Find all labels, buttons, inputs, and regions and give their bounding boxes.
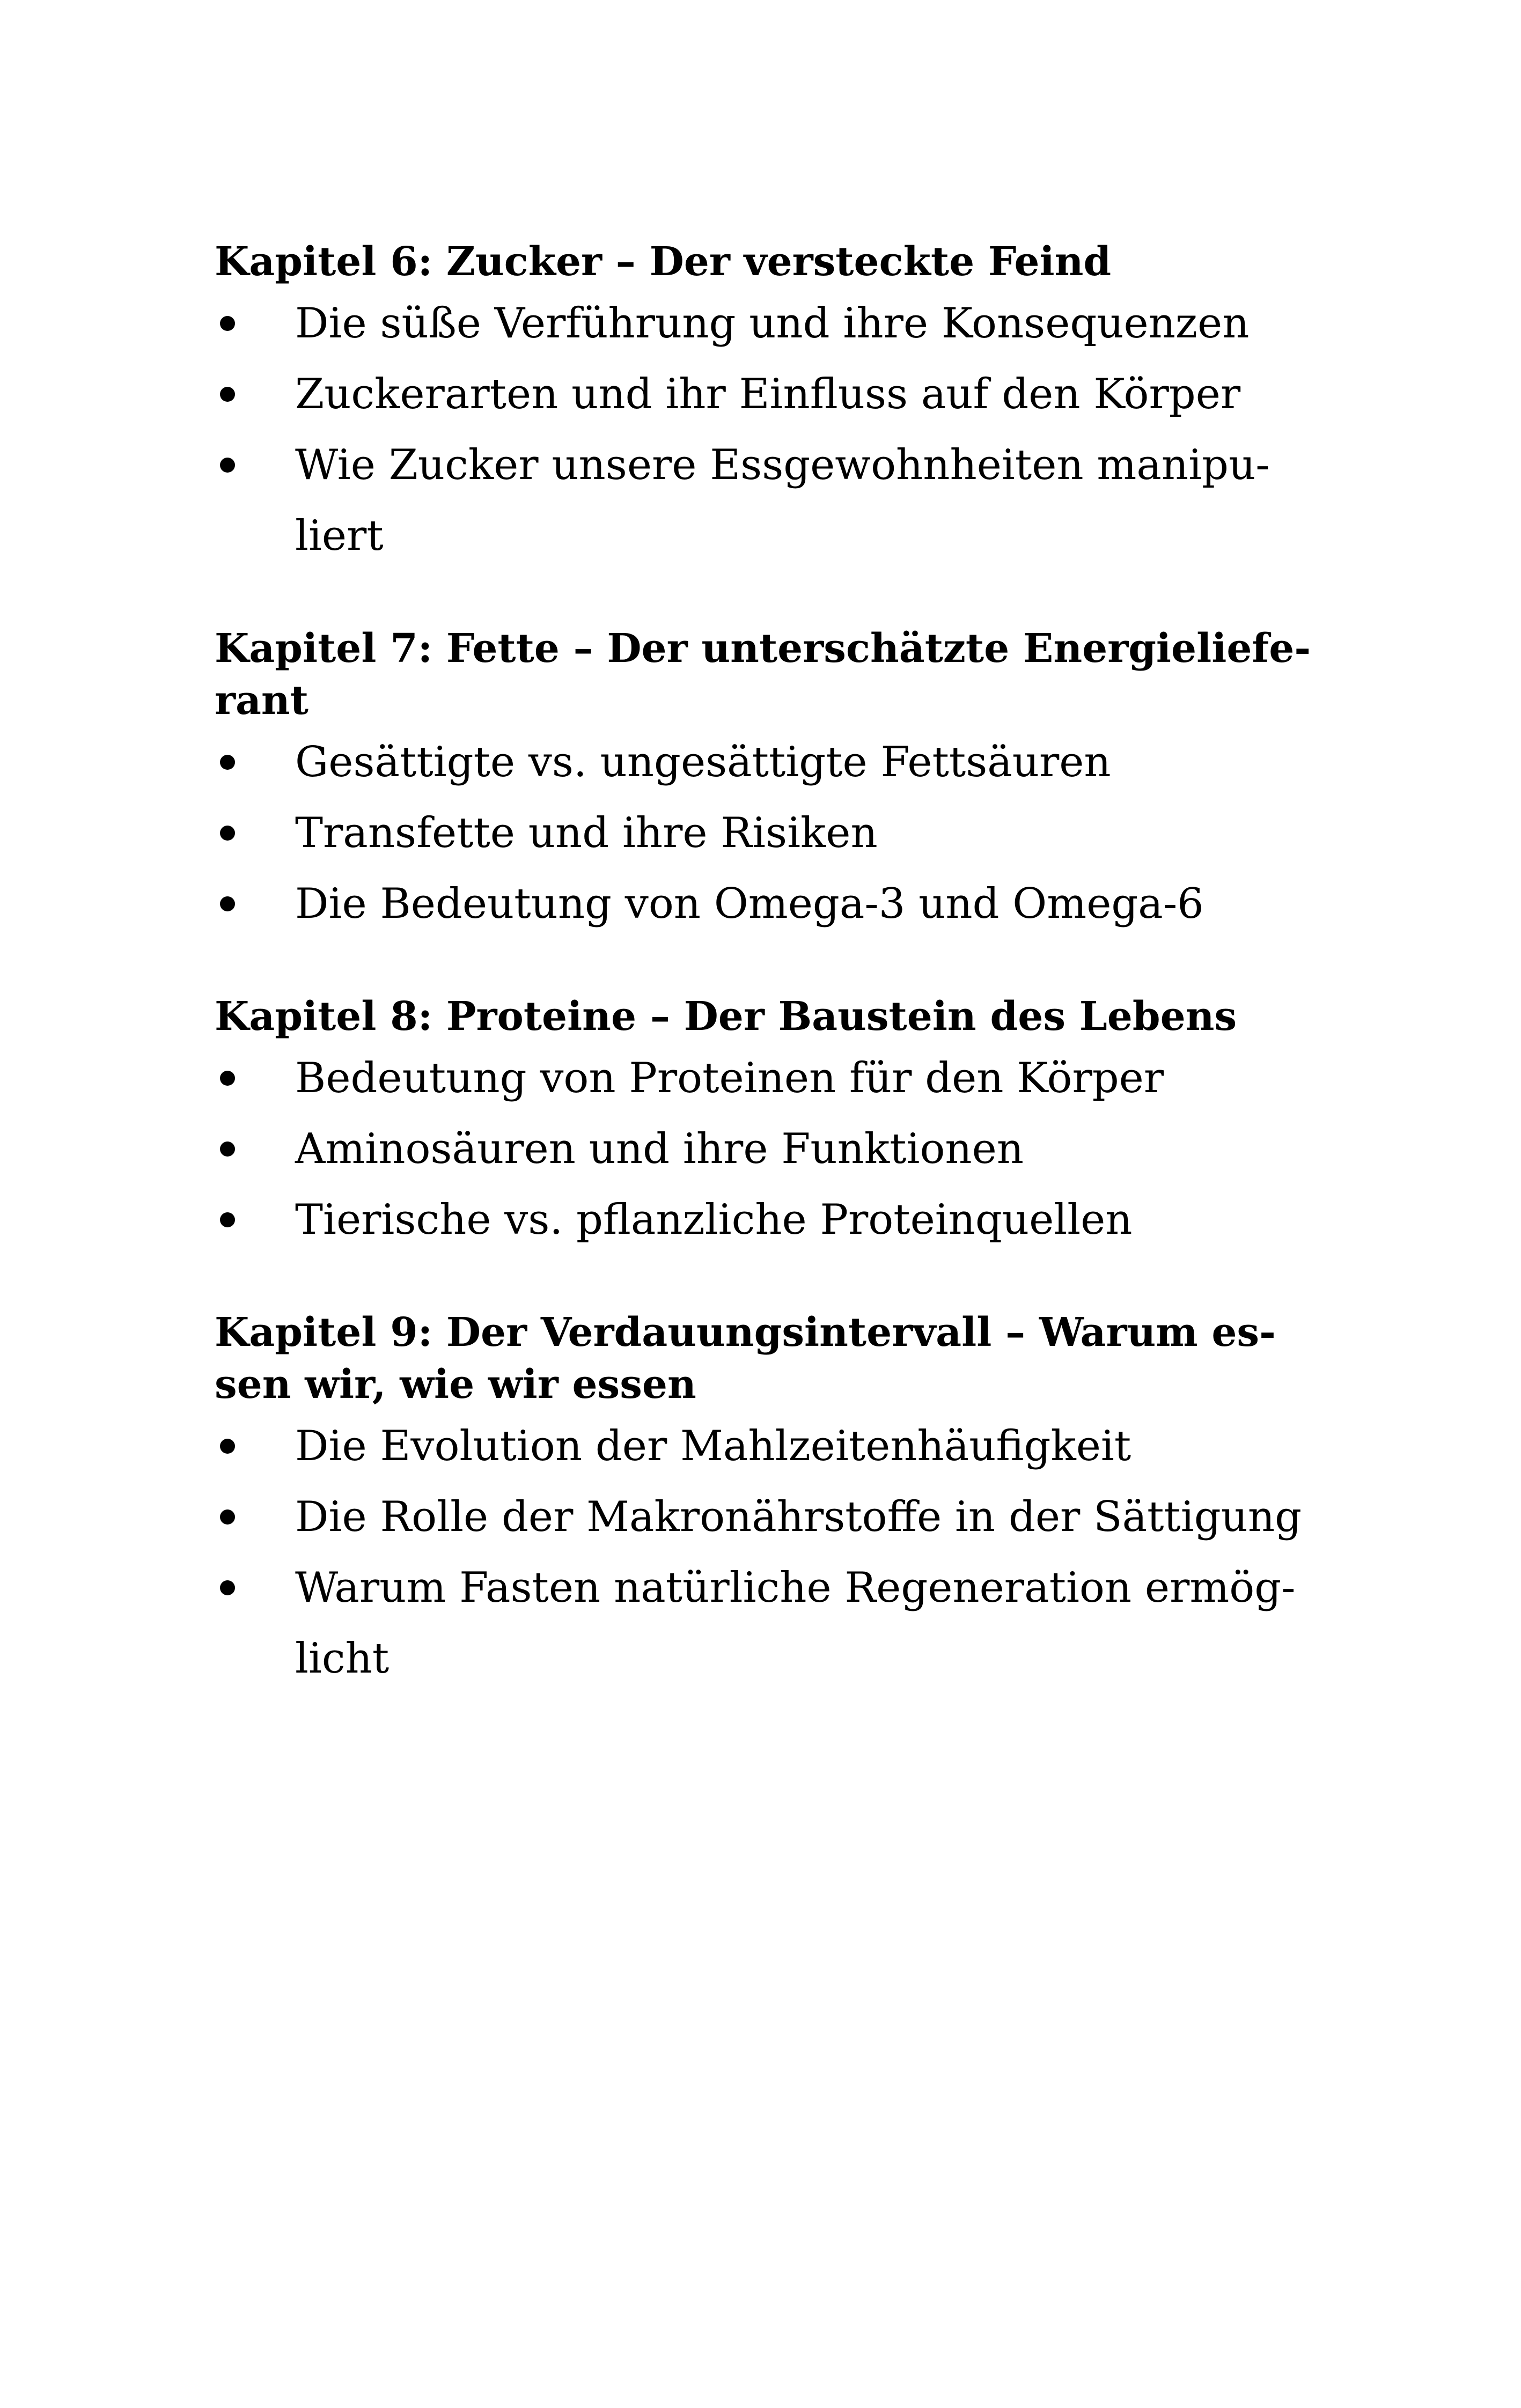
bullet-icon [220,458,235,473]
list-item-text: Zuckerarten und ihr Einfluss auf den Körper [295,370,1241,418]
bullet-icon [220,1071,235,1086]
bullet-list [215,1043,1331,1255]
list-item-text: Aminosäuren und ihre Funktionen [295,1125,1024,1173]
chapter-title-line: sen wir, wie wir essen [215,1361,696,1408]
list-item-text: Bedeutung von Proteinen für den Körper [295,1054,1164,1102]
list-item [215,1114,1331,1184]
chapter-9 [215,1307,1331,1694]
list-item-text: Wie Zucker unsere Essgewohnheiten manipu- [295,441,1270,489]
list-item-text: Warum Fasten natürliche Regeneration ermög- [295,1564,1296,1612]
bullet-icon [220,1142,235,1157]
list-item [215,288,1331,359]
bullet-icon [220,387,235,402]
list-item [215,1184,1331,1255]
list-item-text: Die süße Verführung und ihre Konsequenzen [295,299,1250,348]
chapter-6 [215,236,1331,571]
bullet-icon [220,1509,235,1525]
list-item [215,430,1331,571]
bullet-icon [220,1580,235,1595]
list-item [215,868,1331,939]
bullet-icon [220,1439,235,1454]
chapter-title [215,1307,1331,1411]
bullet-icon [220,755,235,770]
list-item [215,798,1331,868]
document-page [215,236,1331,1694]
chapter-title [215,623,1331,727]
list-item [215,727,1331,798]
chapter-8 [215,991,1331,1255]
list-item [215,1482,1331,1552]
chapter-title-line: Kapitel 9: Der Verdauungsintervall – Warum es- [215,1309,1276,1356]
list-item [215,359,1331,430]
chapter-title [215,236,1331,288]
bullet-icon [220,826,235,841]
bullet-icon [220,896,235,911]
list-item-text: Gesättigte vs. ungesättigte Fettsäuren [295,738,1111,786]
bullet-list [215,727,1331,939]
bullet-icon [220,316,235,331]
chapter-title-line: Kapitel 8: Proteine – Der Baustein des Lebens [215,993,1237,1040]
chapter-title-line: Kapitel 7: Fette – Der unterschätzte Energieliefe- [215,625,1311,672]
list-item [215,1552,1331,1694]
list-item-text: Die Evolution der Mahlzeitenhäufigkeit [295,1422,1131,1470]
chapter-title [215,991,1331,1043]
bullet-list [215,1411,1331,1694]
chapter-title-line: rant [215,678,308,724]
list-item [215,1411,1331,1482]
list-item-text-continued: licht [295,1634,390,1683]
bullet-list [215,288,1331,571]
list-item-text: Die Bedeutung von Omega-3 und Omega-6 [295,880,1204,928]
bullet-icon [220,1212,235,1227]
list-item-text: Tierische vs. pflanzliche Proteinquellen [295,1196,1133,1244]
chapter-7 [215,623,1331,939]
list-item-text: Transfette und ihre Risiken [295,809,878,857]
list-item-text-continued: liert [295,512,384,560]
list-item-text: Die Rolle der Makronährstoffe in der Sättigung [295,1493,1302,1541]
chapter-title-line: Kapitel 6: Zucker – Der versteckte Feind [215,239,1112,285]
list-item [215,1043,1331,1114]
